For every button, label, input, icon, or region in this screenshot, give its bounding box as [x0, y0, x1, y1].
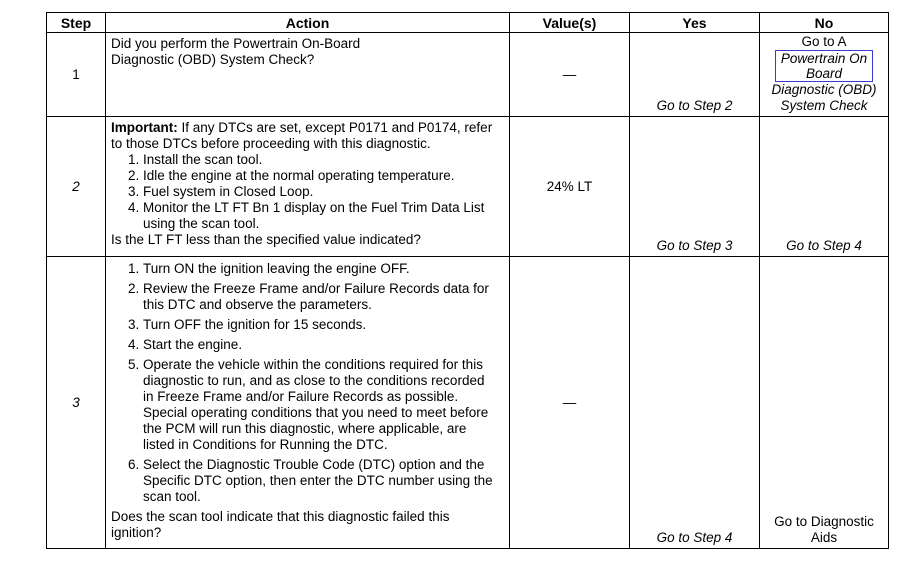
value-cell: —	[510, 257, 630, 549]
no-cell: Go to Diagnostic Aids	[760, 257, 889, 549]
important-note	[111, 120, 505, 152]
important-label: Important:	[111, 120, 178, 135]
table-row	[47, 257, 889, 549]
diagnostic-table	[46, 12, 889, 549]
yes-cell: Go to Step 4	[630, 257, 760, 549]
list-item: 2. Idle the engine at the normal operating temperature.	[143, 168, 505, 184]
header-no: No	[760, 13, 889, 33]
table-row	[47, 33, 889, 117]
list-item: 1. Turn ON the ignition leaving the engine OFF.	[143, 261, 493, 277]
list-item: 3. Turn OFF the ignition for 15 seconds.	[143, 317, 493, 333]
action-question: Is the LT FT less than the specified value indicated?	[111, 232, 421, 247]
step-number: 2	[47, 117, 106, 257]
list-item: 4. Monitor the LT FT Bn 1 display on the Fuel Trim Data List using the scan tool.	[143, 200, 505, 232]
yes-cell: Go to Step 3	[630, 117, 760, 257]
list-item: 3. Fuel system in Closed Loop.	[143, 184, 505, 200]
procedure-list	[111, 152, 505, 232]
powertrain-obd-link[interactable]: Powertrain On Board	[775, 50, 873, 82]
header-row	[47, 13, 889, 33]
list-item: 2. Review the Freeze Frame and/or Failure Records data for this DTC and observe the parameters.	[143, 281, 493, 313]
procedure-list	[111, 261, 493, 505]
header-step: Step	[47, 13, 106, 33]
value-cell: 24% LT	[510, 117, 630, 257]
value-cell: —	[510, 33, 630, 117]
action-cell	[106, 257, 510, 549]
action-cell	[106, 33, 510, 117]
list-item: 1. Install the scan tool.	[143, 152, 505, 168]
no-cell: Go to Step 4	[760, 117, 889, 257]
no-prefix: Go to A	[801, 34, 847, 49]
header-values: Value(s)	[510, 13, 630, 33]
step-number: 3	[47, 257, 106, 549]
header-yes: Yes	[630, 13, 760, 33]
header-action: Action	[106, 13, 510, 33]
action-question: Does the scan tool indicate that this diagnostic failed this ignition?	[111, 509, 450, 540]
action-question: Did you perform the Powertrain On-Board Diagnostic (OBD) System Check?	[111, 36, 361, 67]
list-item: 6. Select the Diagnostic Trouble Code (DTC) option and the Specific DTC option, then enter the DTC number using the scan tool.	[143, 457, 493, 505]
yes-cell: Go to Step 2	[630, 33, 760, 117]
step-number: 1	[47, 33, 106, 117]
list-item: 4. Start the engine.	[143, 337, 493, 353]
no-cell	[760, 33, 889, 117]
table-row	[47, 117, 889, 257]
action-cell	[106, 117, 510, 257]
important-text: If any DTCs are set, except P0171 and P0174, refer to those DTCs before proceeding with this diagnostic.	[111, 120, 493, 151]
no-suffix: Diagnostic (OBD) System Check	[771, 82, 877, 113]
list-item: 5. Operate the vehicle within the conditions required for this diagnostic to run, and as close to the conditions recorded in Freeze Frame and/or Failure Records as possible. Special operating conditions that you need to meet before the PCM will run this diagnostic, where applicable, are listed in Conditions for Running the DTC.	[143, 357, 493, 453]
